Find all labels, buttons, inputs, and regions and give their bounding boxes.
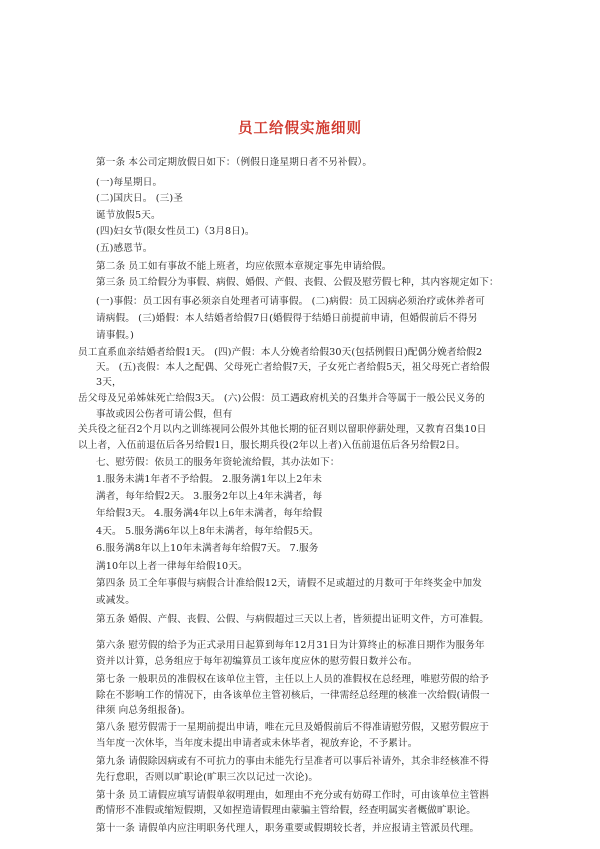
text-line: 或减发。: [96, 595, 135, 606]
text-line: 酌情形不准假或缩短假期，又如捏造请假理由蒙骗主管给假，经查明属实者概做旷职论。: [96, 805, 477, 816]
text-line: 第四条 员工全年事假与病假合计准给假12天，请假不足或超过的月数可于年终奖金中加发: [96, 578, 482, 589]
document-title: 员工给假实施细则: [238, 121, 362, 137]
text-line: 第一条 本公司定期放假日如下：（例假日逢星期日者不另补假）。: [96, 157, 373, 168]
text-line: 诞节放假5天。: [96, 210, 161, 221]
text-line: 关兵役之征召2个月以内之训练视同公假外其他长期的征召则以留职停薪处理，又教育召集10日: [78, 424, 487, 435]
text-line: 员工直系血亲结婚者给假1天。 (四)产假：本人分娩者给假30天(包括例假日)配偶分娩者给假2: [78, 347, 483, 358]
text-line: 资并以计算，总务组应于每年初编算员工该年度应休的慰劳假日数并公布。: [96, 656, 418, 667]
text-line: 第三条 员工给假分为事假、病假、婚假、产假、丧假、公假及慰劳假七种，其内容规定如下：: [96, 277, 499, 288]
text-line: 先行怠职，否则以旷职论(旷职三次以记过一次论)。: [96, 772, 319, 783]
text-line: 第七条 一般职员的准假权在该单位主管，主任以上人员的准假权在总经理，唯慰劳假的给予: [96, 674, 489, 685]
text-line: 事故或因公伤者可请公假，但有: [96, 409, 233, 420]
text-line: (二)国庆日。 (三)圣: [96, 193, 183, 204]
text-line: 以上者，入伍前退伍后各另给假1日，服长期兵役(2年以上者)入伍前退伍后各另给假2日。: [78, 440, 466, 451]
text-line: (五)感恩节。: [96, 243, 153, 254]
text-line: (一)事假：员工因有事必须亲自处理者可请事假。 (二)病假：员工因病必须治疗或休养者可: [96, 296, 486, 307]
text-line: 第九条 请假除因病或有不可抗力的事由未能先行呈准者可以事后补请外，其余非经核准不得: [96, 756, 489, 767]
text-line: 满10年以上者一律每年给假10天。: [96, 561, 248, 572]
text-line: 请事假。): [96, 330, 135, 341]
text-line: 3天，: [96, 377, 122, 388]
text-line: 满者，每年给假2天。 3.服务2年以上4年未满者，每: [96, 491, 323, 502]
text-line: 当年度一次休毕，当年度未提出申请者或未休毕者，视放弃论，不予累计。: [96, 738, 418, 749]
text-line: 4天。 5.服务满6年以上8年未满者，每年给假5天。: [96, 526, 319, 537]
text-line: (一)每星期日。: [96, 177, 163, 188]
text-line: 第十条 员工请假应填写请假单叙明理由，如理由不充分或有妨碍工作时，可由该单位主管斟: [96, 790, 489, 801]
text-line: 律须 向总务组报备)。: [96, 705, 191, 716]
text-line: (四)妇女节(限女性员工)（3月8日)。: [96, 226, 255, 237]
text-line: 第六条 慰劳假的给予为正式录用日起算到每年12月31日为计算终止的标准日期作为服务年: [96, 640, 485, 651]
text-line: 请病假。 (三)婚假：本人结婚者给假7日(婚假得于结婚日前提前申请，但婚假前后不得另: [96, 313, 478, 324]
text-line: 1.服务未满1年者不予给假。 2.服务满1年以上2年未: [96, 474, 322, 485]
text-line: 岳父母及兄弟姊妹死亡给假3天。 (六)公假：员工遇政府机关的召集并合等属于一般公民义务的: [78, 393, 485, 404]
text-line: 七、慰劳假：依员工的服务年资轮流给假，其办法如下：: [96, 457, 340, 468]
text-line: 天。 (五)丧假：本人之配偶、父母死亡者给假7天，子女死亡者给假5天，祖父母死亡者给假: [96, 362, 490, 373]
text-line: 6.服务满8年以上10年未满者每年给假7天。 7.服务: [96, 543, 319, 554]
text-line: 第八条 慰劳假需于一星期前提出申请，唯在元旦及婚假前后不得准请慰劳假，又慰劳假应于: [96, 722, 489, 733]
text-line: 第五条 婚假、产假、丧假、公假、与病假超过三天以上者，皆须提出证明文件，方可准假。: [96, 614, 489, 625]
text-line: 年给假3天。 4.服务满4年以上6年未满者，每年给假: [96, 508, 323, 519]
text-line: 除在不影响工作的情况下，由各该单位主管初核后，一律需经总经理的核准一次给假(请假一: [96, 690, 490, 701]
text-line: 第二条 员工如有事故不能上班者，均应依照本章规定事先申请给假。: [96, 261, 392, 272]
text-line: 第十一条 请假单内应注明职务代理人，职务重要或假期较长者，并应报请主管派员代理。: [96, 823, 480, 834]
